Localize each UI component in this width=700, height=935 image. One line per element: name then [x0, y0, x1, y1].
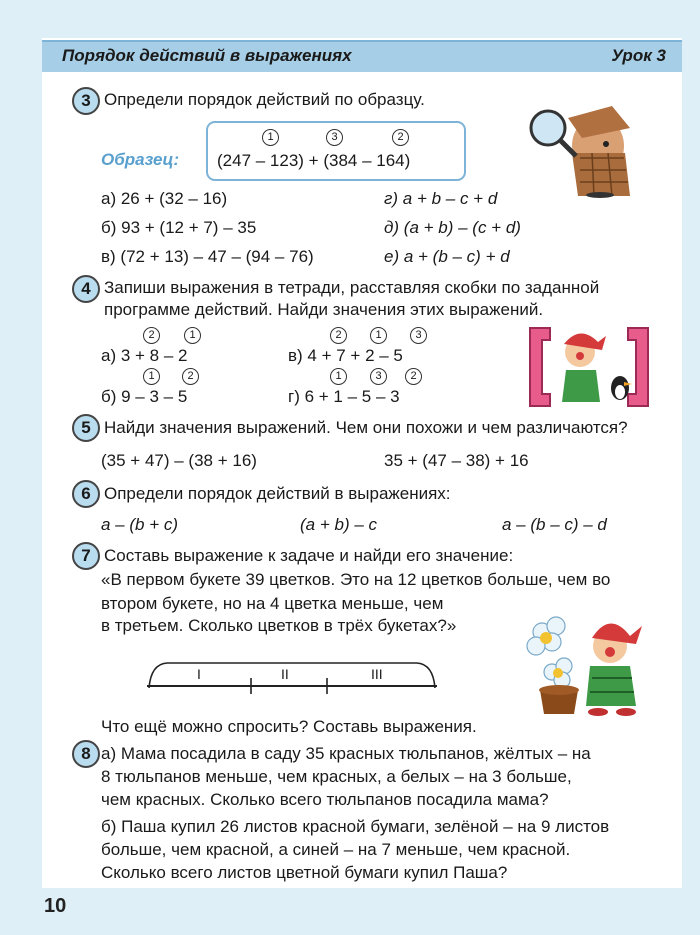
task-8b-line2: больше, чем красной, а синей – на 7 меньше, чем красной.: [101, 840, 571, 859]
flowers-clown-illustration: [522, 606, 657, 718]
task-7-number: 7: [72, 542, 100, 570]
order-mark: 3: [370, 368, 387, 385]
order-mark: 2: [405, 368, 422, 385]
task-6-text: Определи порядок действий в выражениях:: [104, 484, 451, 503]
task-5-number: 5: [72, 414, 100, 442]
segment-label-2: II: [281, 666, 289, 682]
task-4-item-b: б) 9 – 3 – 5: [101, 387, 188, 406]
task-4-item-g: г) 6 + 1 – 5 – 3: [288, 387, 400, 406]
task-7-problem-line1: «В первом букете 39 цветков. Это на 12 цветков больше, чем во: [101, 570, 611, 589]
task-5-expr-1: (35 + 47) – (38 + 16): [101, 451, 257, 470]
task-3-item-g: г) a + b – c + d: [384, 189, 498, 208]
task-8a-line2: 8 тюльпанов меньше, чем красных, а белых – на 3 больше,: [101, 767, 572, 786]
task-4-text-line2: программе действий. Найди значения этих выражений.: [104, 300, 544, 319]
task-3-item-a: а) 26 + (32 – 16): [101, 189, 228, 208]
order-mark: 3: [410, 327, 427, 344]
order-mark: 2: [392, 129, 409, 146]
task-6-expr-2: (a + b) – c: [300, 515, 378, 534]
order-mark: 1: [370, 327, 387, 344]
task-4-item-v: в) 4 + 7 + 2 – 5: [288, 346, 403, 365]
task-4-item-a: а) 3 + 8 – 2: [101, 346, 188, 365]
order-mark: 3: [326, 129, 343, 146]
header-title: Порядок действий в выражениях: [62, 46, 352, 65]
page-header: [42, 40, 682, 72]
lesson-label: Урок 3: [611, 46, 666, 65]
task-3-item-v: в) (72 + 13) – 47 – (94 – 76): [101, 247, 314, 266]
task-4-number: 4: [72, 275, 100, 303]
detective-illustration: [520, 98, 635, 198]
task-5-text: Найди значения выражений. Чем они похожи и чем различаются?: [104, 418, 628, 437]
order-mark: 2: [182, 368, 199, 385]
order-mark: 1: [143, 368, 160, 385]
task-3-number: 3: [72, 87, 100, 115]
task-7-text: Составь выражение к задаче и найди его значение:: [104, 546, 514, 565]
order-mark: 1: [184, 327, 201, 344]
segment-label-1: I: [197, 666, 201, 682]
task-3-item-d: д) (a + b) – (c + d): [384, 218, 521, 237]
task-5-expr-2: 35 + (47 – 38) + 16: [384, 451, 529, 470]
task-3-text: Определи порядок действий по образцу.: [104, 90, 425, 109]
task-6-expr-3: a – (b – c) – d: [502, 515, 607, 534]
page-number: 10: [44, 895, 67, 917]
segment-label-3: III: [371, 666, 383, 682]
task-7-question: Что ещё можно спросить? Составь выражения.: [101, 717, 477, 736]
order-mark: 1: [330, 368, 347, 385]
task-8a-line3: чем красных. Сколько всего тюльпанов посадила мама?: [101, 790, 549, 809]
sample-expression: (247 – 123) + (384 – 164): [217, 151, 411, 170]
task-3-item-e: е) a + (b – c) + d: [384, 247, 510, 266]
task-7-problem-line3: в третьем. Сколько цветков в трёх букетах?»: [101, 616, 457, 635]
task-8b-line3: Сколько всего листов цветной бумаги купил Паша?: [101, 863, 508, 882]
task-8-number: 8: [72, 740, 100, 768]
task-6-number: 6: [72, 480, 100, 508]
brackets-illustration: [520, 322, 660, 412]
order-mark: 2: [330, 327, 347, 344]
task-8b-line1: б) Паша купил 26 листов красной бумаги, зелёной – на 9 листов: [101, 817, 610, 836]
task-7-problem-line2: втором букете, но на 4 цветка меньше, чем: [101, 594, 444, 613]
segment-diagram: [145, 658, 440, 698]
task-4-text-line1: Запиши выражения в тетради, расставляя скобки по заданной: [104, 278, 600, 297]
task-6-expr-1: a – (b + c): [101, 515, 179, 534]
order-mark: 2: [143, 327, 160, 344]
task-8a-line1: а) Мама посадила в саду 35 красных тюльпанов, жёлтых – на: [101, 744, 591, 763]
order-mark: 1: [262, 129, 279, 146]
sample-label: Образец:: [101, 150, 180, 169]
task-3-item-b: б) 93 + (12 + 7) – 35: [101, 218, 257, 237]
